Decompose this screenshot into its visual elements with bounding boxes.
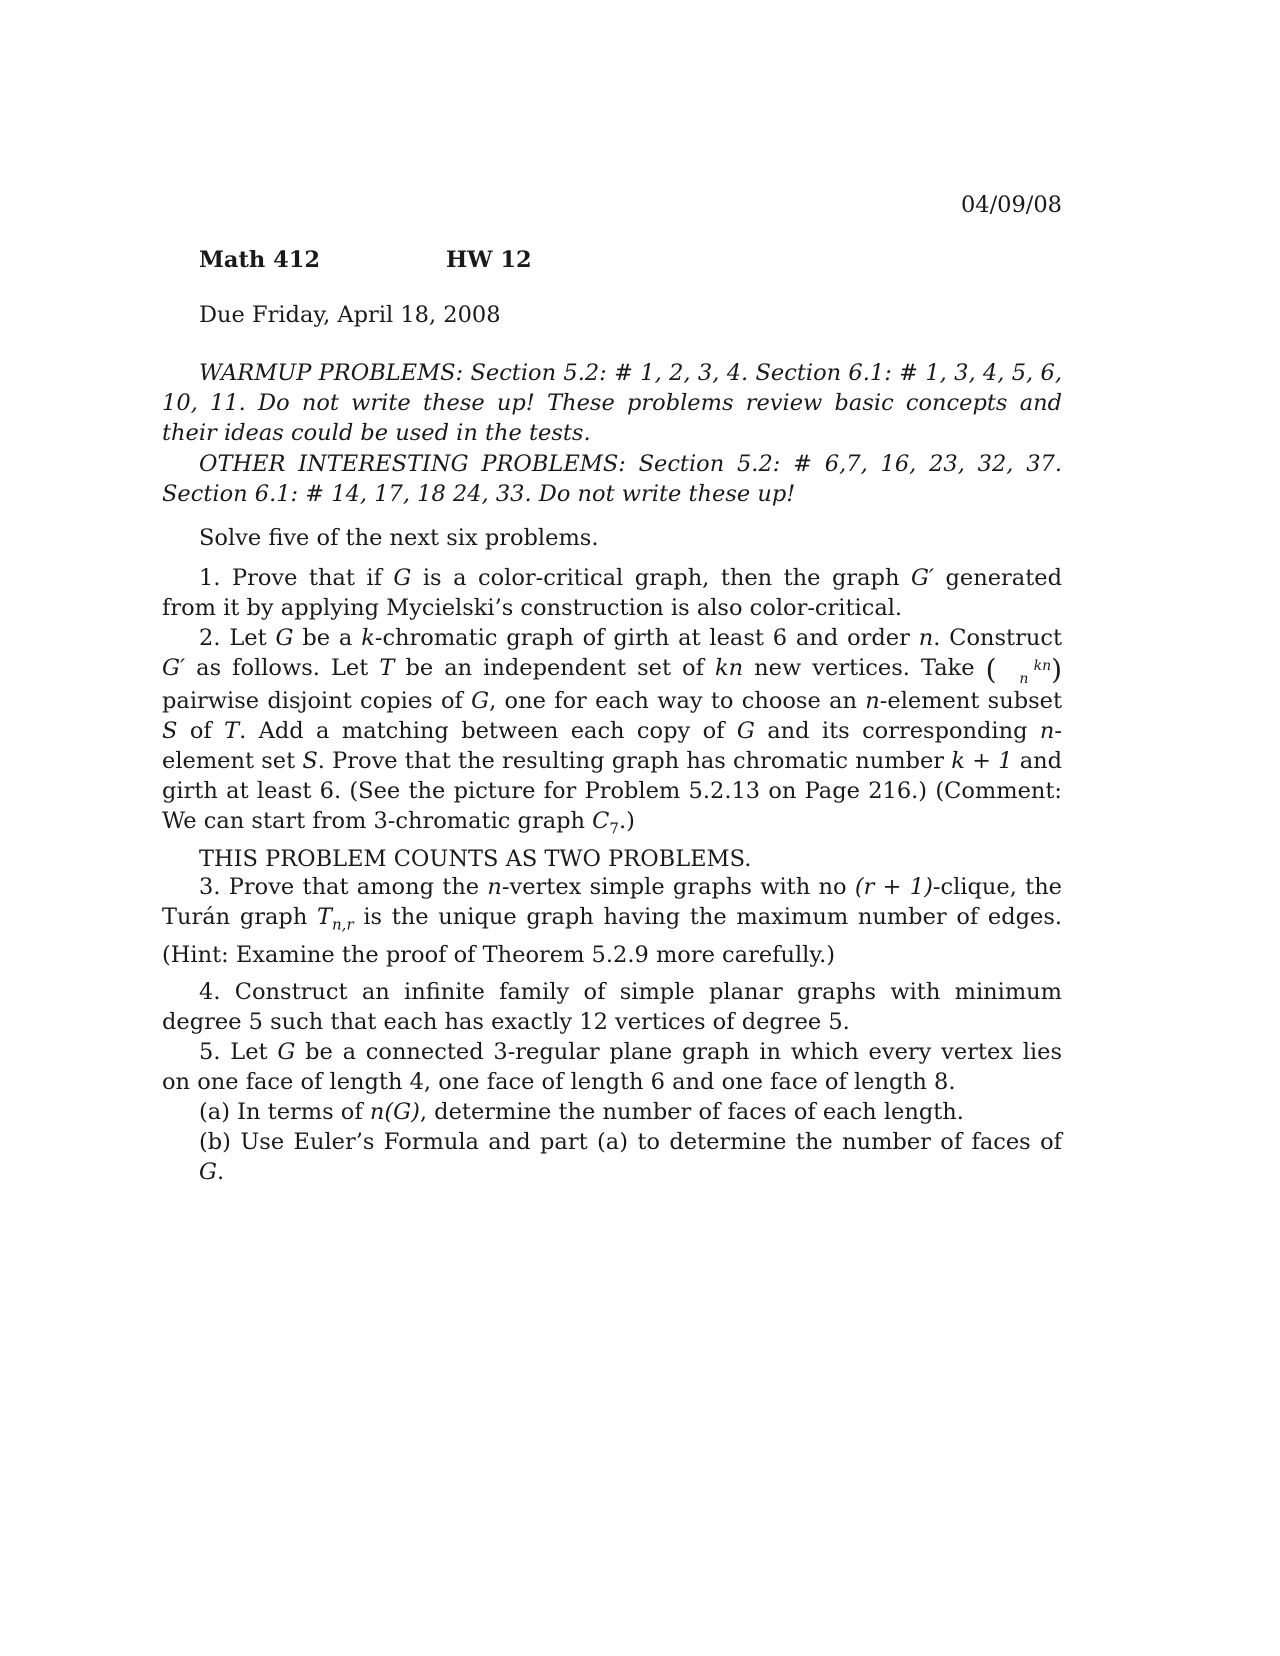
- problem-2: 2. Let G be a k-chromatic graph of girth at least 6 and order n. Construct G′ as follows. Let T be an independent set of kn new vertices. Take ( kn n ) pairwise disjoint copies of G, one for each way to choose an n-element subset S of T. Add a matching between each copy of G and its corresponding n-element set S. Prove that the resulting graph has chromatic number k + 1 and girth at least 6. (See the picture for Problem 5.2.13 on Page 216.) (Comment: We can start from 3-chromatic graph $C_7$.) THIS PROBLEM COUNTS AS TWO PROBLEMS.: [162, 625, 1063, 872]
- problem-2-note: THIS PROBLEM COUNTS AS TWO PROBLEMS.: [199, 845, 752, 872]
- document-date: 04/09/08: [960, 192, 1062, 218]
- problem-5: 5. Let G be a connected 3-regular plane graph in which every vertex lies on one face of length 4, one face of length 6 and one face of length 8. (a) In terms of n(G), determine the number of faces of each length. (b) Use Euler’s Formula and part (a) to determine the number of faces of G.: [162, 1039, 1062, 1185]
- other-problems: OTHER INTERESTING PROBLEMS: Section 5.2: # 6,7, 16, 23, 32, 37. Section 6.1: # 14, 17, 18 24, 33. Do not write these up!: [162, 451, 1062, 507]
- binomial-coefficient: ( kn n ): [985, 653, 1063, 687]
- instructions: Solve five of the next six problems.: [199, 525, 599, 551]
- problem-4: 4. Construct an infinite family of simple planar graphs with minimum degree 5 such that each has exactly 12 vertices of degree 5.: [162, 979, 1062, 1035]
- due-date: Due Friday, April 18, 2008: [199, 302, 501, 328]
- warmup-problems: WARMUP PROBLEMS: Section 5.2: # 1, 2, 3, 4. Section 6.1: # 1, 3, 4, 5, 6, 10, 11. Do not write these up! These problems review basic concepts and their ideas could be used in the tests.: [162, 360, 1062, 446]
- problem-5b: (b) Use Euler’s Formula and part (a) to determine the number of faces of G.: [199, 1129, 1062, 1185]
- course-title: Math 412: [199, 247, 321, 273]
- problem-5a: (a) In terms of n(G), determine the number of faces of each length.: [199, 1099, 964, 1125]
- problem-1: 1. Prove that if G is a color-critical graph, then the graph G′ generated from it by applying Mycielski’s construction is also color-critical.: [162, 565, 1062, 621]
- problem-3: 3. Prove that among the n-vertex simple graphs with no (r + 1)-clique, the Turán graph $T_{n,r}$ is the unique graph having the maximum number of edges. (Hint: Examine the proof of Theorem 5.2.9 more carefully.): [162, 874, 1063, 968]
- document-header: [199, 245, 532, 275]
- assignment-title: HW 12: [446, 247, 532, 273]
